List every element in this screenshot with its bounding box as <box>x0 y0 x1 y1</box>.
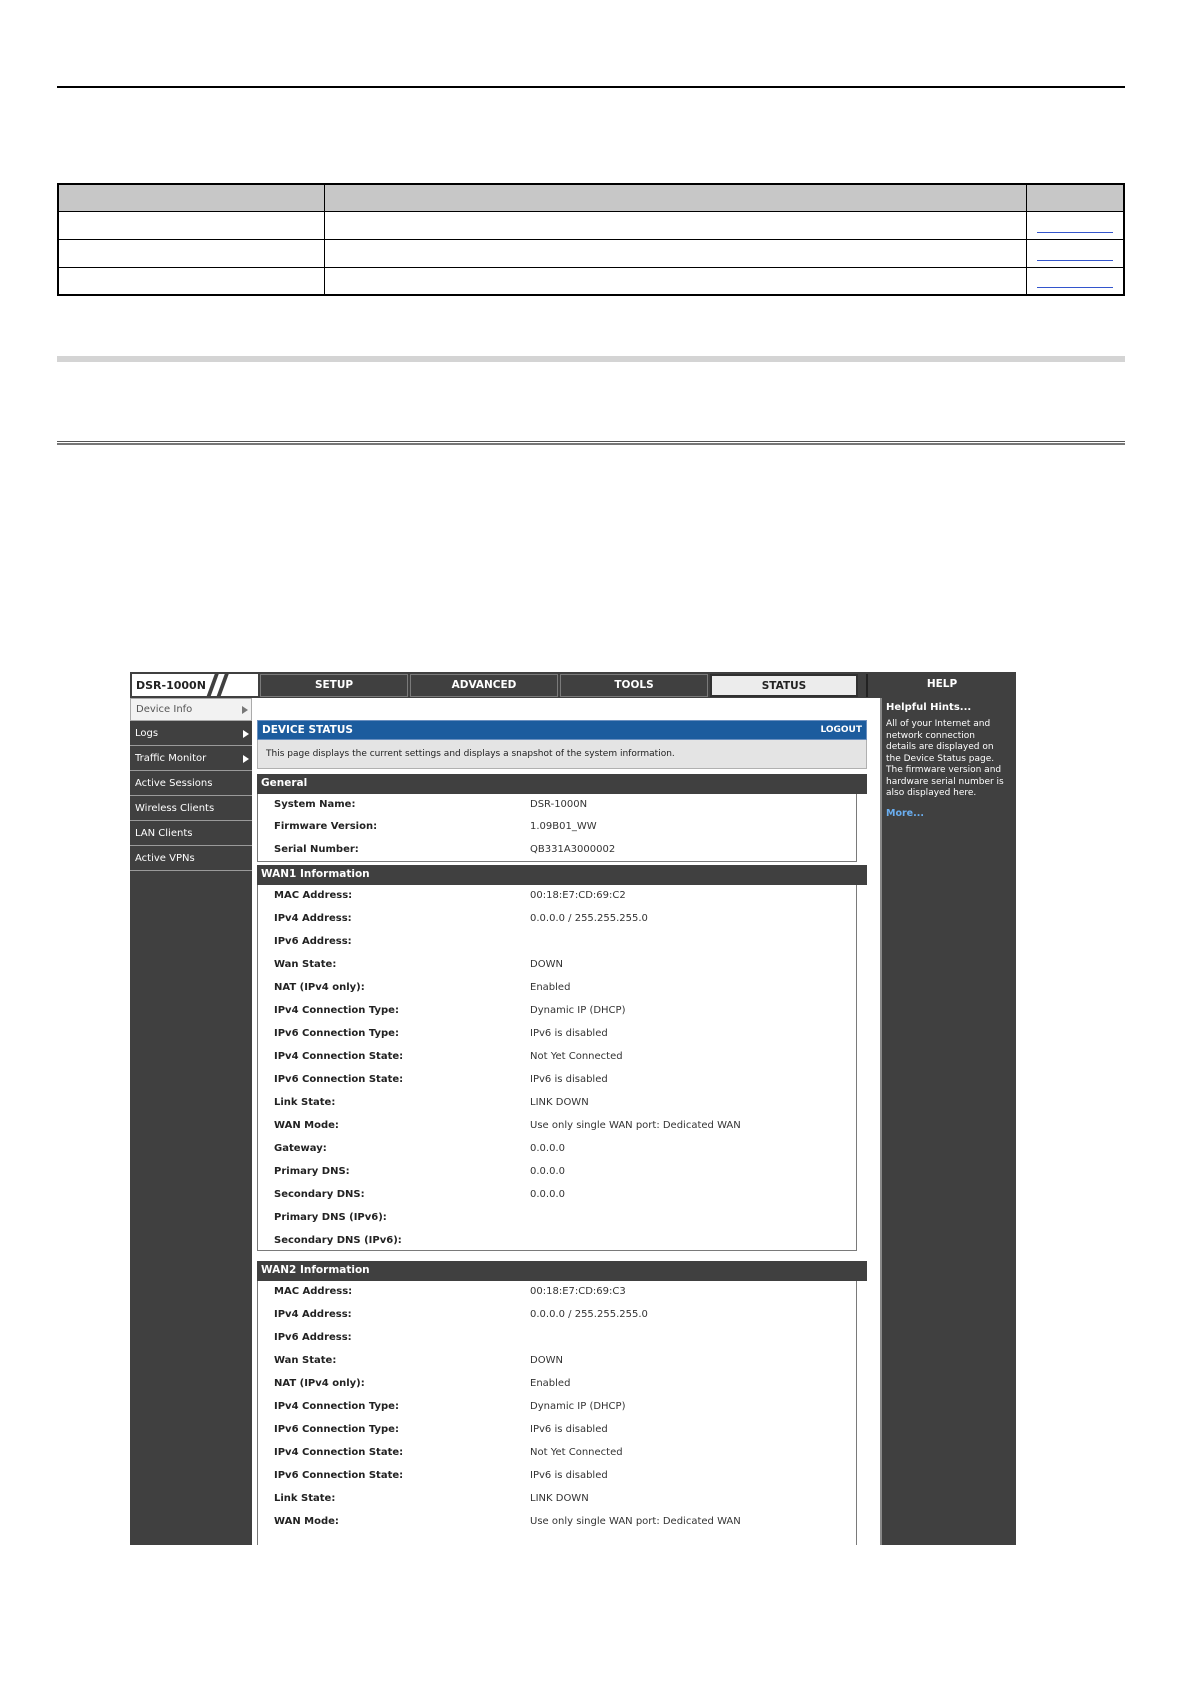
info-label: Wan State: <box>274 959 337 970</box>
info-row <box>258 1138 856 1161</box>
sidebar-item-label: Active VPNs <box>135 853 195 864</box>
page-title: DEVICE STATUS <box>262 724 353 736</box>
tab-advanced[interactable]: ADVANCED <box>410 674 558 697</box>
table-cell <box>324 239 1026 267</box>
info-value: 1.09B01_WW <box>530 821 597 832</box>
info-value: 00:18:E7:CD:69:C3 <box>530 1286 626 1297</box>
info-row <box>258 1304 856 1327</box>
info-label: IPv4 Connection State: <box>274 1447 404 1458</box>
info-value: 00:18:E7:CD:69:C2 <box>530 890 626 901</box>
info-label: Primary DNS (IPv6): <box>274 1212 387 1223</box>
table-link-cell[interactable] <box>1026 211 1124 239</box>
sidebar-item-label: Traffic Monitor <box>135 753 207 764</box>
info-row <box>258 794 856 817</box>
section-title-general: General <box>257 774 867 794</box>
info-value: IPv6 is disabled <box>530 1028 608 1039</box>
sidebar-item-active-sessions[interactable] <box>130 773 252 796</box>
info-label: IPv6 Connection State: <box>274 1470 404 1481</box>
info-row <box>258 1465 856 1488</box>
sidebar-item-traffic-monitor[interactable] <box>130 748 252 771</box>
tab-tools[interactable]: TOOLS <box>560 674 708 697</box>
chevron-right-icon <box>243 755 249 763</box>
info-row <box>258 1069 856 1092</box>
tab-help[interactable]: HELP <box>866 674 1016 697</box>
info-value: Enabled <box>530 982 571 993</box>
info-row <box>258 1046 856 1069</box>
table-header-cell <box>1026 184 1124 211</box>
info-label: NAT (IPv4 only): <box>274 982 365 993</box>
info-label: IPv6 Connection Type: <box>274 1424 399 1435</box>
sidebar-item-label: Active Sessions <box>135 778 213 789</box>
info-label: Firmware Version: <box>274 821 378 832</box>
info-label: Link State: <box>274 1097 336 1108</box>
sidebar-item-label: Device Info <box>136 704 193 715</box>
info-label: Link State: <box>274 1493 336 1504</box>
table-header-row <box>58 184 1124 211</box>
table-cell <box>58 239 324 267</box>
device-status-screenshot <box>130 672 1016 1545</box>
info-row <box>258 839 856 862</box>
info-value: 0.0.0.0 <box>530 1189 565 1200</box>
sidebar-item-label: LAN Clients <box>135 828 193 839</box>
info-row <box>258 1115 856 1138</box>
tab-status[interactable]: STATUS <box>710 674 858 697</box>
info-label: IPv6 Address: <box>274 1332 352 1343</box>
info-row <box>258 1184 856 1207</box>
info-value: LINK DOWN <box>530 1493 589 1504</box>
link-underline <box>1037 287 1114 288</box>
section-title-wan2: WAN2 Information <box>257 1261 867 1281</box>
section-divider <box>57 356 1125 362</box>
sidebar-item-lan-clients[interactable] <box>130 823 252 846</box>
hints-title: Helpful Hints... <box>886 702 972 713</box>
info-label: MAC Address: <box>274 1286 353 1297</box>
info-label: IPv6 Connection Type: <box>274 1028 399 1039</box>
more-link[interactable]: More... <box>886 807 924 819</box>
info-value: IPv6 is disabled <box>530 1470 608 1481</box>
info-value: 0.0.0.0 / 255.255.255.0 <box>530 1309 648 1320</box>
info-value: DOWN <box>530 1355 563 1366</box>
info-label: WAN Mode: <box>274 1516 339 1527</box>
chevron-right-icon <box>242 706 248 714</box>
table-row <box>58 239 1124 267</box>
info-label: Serial Number: <box>274 844 359 855</box>
info-label: IPv4 Connection State: <box>274 1051 404 1062</box>
sidebar-item-label: Wireless Clients <box>135 803 215 814</box>
document-table <box>57 183 1125 296</box>
info-row <box>258 1373 856 1396</box>
info-row <box>258 885 856 908</box>
info-value: 0.0.0.0 / 255.255.255.0 <box>530 913 648 924</box>
header-rule <box>57 86 1125 88</box>
info-row <box>258 1092 856 1115</box>
hints-text: All of your Internet and network connection details are displayed on the Device Status page. The firmware version and hardware serial number is also displayed here. <box>886 719 1004 798</box>
info-value: QB331A3000002 <box>530 844 616 855</box>
info-label: IPv4 Connection Type: <box>274 1005 399 1016</box>
info-label: IPv6 Address: <box>274 936 352 947</box>
info-label: IPv6 Connection State: <box>274 1074 404 1085</box>
table-link-cell[interactable] <box>1026 267 1124 295</box>
info-row <box>258 1419 856 1442</box>
info-label: WAN Mode: <box>274 1120 339 1131</box>
info-label: IPv4 Connection Type: <box>274 1401 399 1412</box>
wan2-panel <box>257 1281 857 1545</box>
info-label: Gateway: <box>274 1143 327 1154</box>
info-value: Dynamic IP (DHCP) <box>530 1401 626 1412</box>
table-header-cell <box>58 184 324 211</box>
info-value: IPv6 is disabled <box>530 1424 608 1435</box>
info-value: Not Yet Connected <box>530 1051 623 1062</box>
sidebar-item-device-info[interactable] <box>130 698 252 721</box>
info-row <box>258 1350 856 1373</box>
general-panel <box>257 794 857 862</box>
top-navigation <box>130 672 1016 698</box>
sidebar-item-logs[interactable] <box>130 723 252 746</box>
table-cell <box>324 267 1026 295</box>
info-row <box>258 1281 856 1304</box>
info-label: IPv4 Address: <box>274 913 352 924</box>
info-row <box>258 1396 856 1419</box>
info-row <box>258 1488 856 1511</box>
info-value: Enabled <box>530 1378 571 1389</box>
link-underline <box>1037 260 1114 261</box>
info-value: 0.0.0.0 <box>530 1166 565 1177</box>
info-label: Primary DNS: <box>274 1166 350 1177</box>
device-status-header <box>257 720 867 740</box>
info-row <box>258 954 856 977</box>
product-logo <box>130 672 260 698</box>
info-label: Secondary DNS (IPv6): <box>274 1235 402 1246</box>
info-value: Dynamic IP (DHCP) <box>530 1005 626 1016</box>
info-label: Secondary DNS: <box>274 1189 365 1200</box>
info-label: NAT (IPv4 only): <box>274 1378 365 1389</box>
info-row <box>258 977 856 1000</box>
info-row <box>258 1230 856 1253</box>
table-cell <box>58 267 324 295</box>
info-label: IPv4 Address: <box>274 1309 352 1320</box>
info-row <box>258 1511 856 1534</box>
logout-link[interactable]: LOGOUT <box>820 725 862 735</box>
sidebar-item-wireless-clients[interactable] <box>130 798 252 821</box>
info-label: System Name: <box>274 799 356 810</box>
info-value: IPv6 is disabled <box>530 1074 608 1085</box>
table-link-cell[interactable] <box>1026 239 1124 267</box>
info-label: MAC Address: <box>274 890 353 901</box>
info-value: LINK DOWN <box>530 1097 589 1108</box>
page-description: This page displays the current settings and displays a snapshot of the system information. <box>257 740 867 769</box>
table-header-cell <box>324 184 1026 211</box>
info-row <box>258 908 856 931</box>
tab-setup[interactable]: SETUP <box>260 674 408 697</box>
sidebar-item-active-vpns[interactable] <box>130 848 252 871</box>
info-row <box>258 931 856 954</box>
section-title-wan1: WAN1 Information <box>257 865 867 885</box>
info-row <box>258 1327 856 1350</box>
info-value: DSR-1000N <box>530 799 588 810</box>
info-value: DOWN <box>530 959 563 970</box>
info-row <box>258 1161 856 1184</box>
info-row <box>258 1442 856 1465</box>
link-underline <box>1037 232 1114 233</box>
heading-rule <box>57 441 1125 445</box>
table-row <box>58 267 1124 295</box>
sidebar-item-label: Logs <box>135 728 159 739</box>
info-row <box>258 1207 856 1230</box>
info-label: Wan State: <box>274 1355 337 1366</box>
table-cell <box>58 211 324 239</box>
info-row <box>258 1023 856 1046</box>
sidebar <box>130 698 252 1545</box>
info-row <box>258 1000 856 1023</box>
info-row <box>258 816 856 839</box>
info-value: Use only single WAN port: Dedicated WAN <box>530 1516 741 1527</box>
info-value: Not Yet Connected <box>530 1447 623 1458</box>
info-value: Use only single WAN port: Dedicated WAN <box>530 1120 741 1131</box>
chevron-right-icon <box>243 730 249 738</box>
wan1-panel <box>257 885 857 1251</box>
table-cell <box>324 211 1026 239</box>
table-row <box>58 211 1124 239</box>
info-value: 0.0.0.0 <box>530 1143 565 1154</box>
logo-text: DSR-1000N <box>136 679 206 692</box>
helpful-hints-panel <box>880 698 1016 1545</box>
